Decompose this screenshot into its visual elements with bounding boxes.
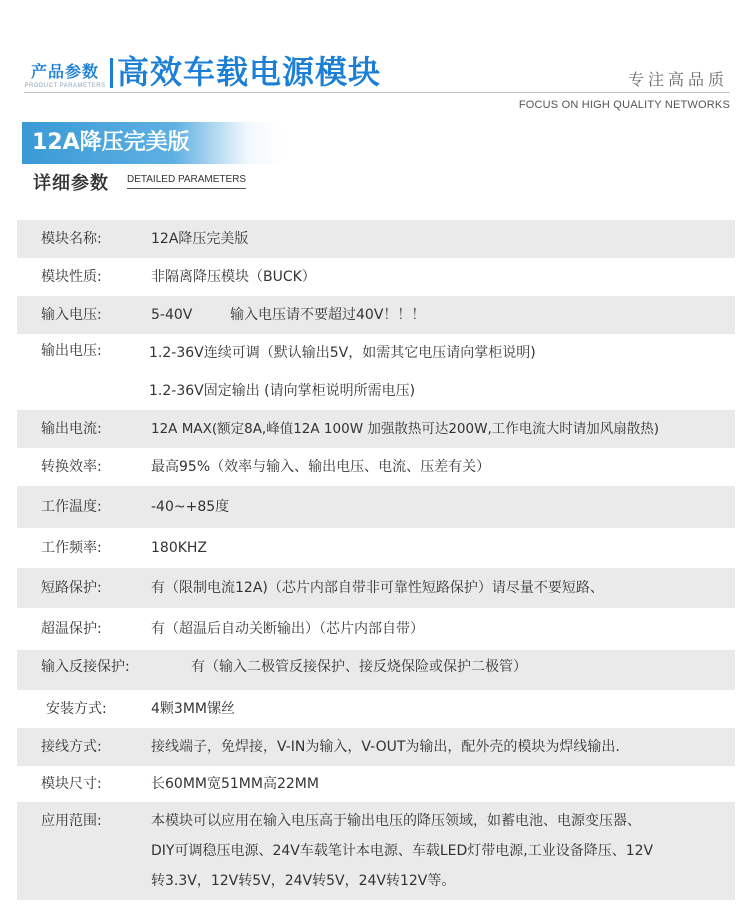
param-row: [17, 448, 735, 486]
param-row: [17, 486, 735, 528]
header-tagline: FOCUS ON HIGH QUALITY NETWORKS: [518, 99, 730, 111]
application-line: 本模块可以应用在输入电压高于输出电压的降压领域，如蓄电池、电源变压器、: [151, 813, 641, 829]
param-label: 应用范围:: [41, 813, 102, 829]
param-label: 安装方式:: [46, 701, 107, 717]
param-row: [17, 334, 735, 410]
param-value: 12A降压完美版: [151, 231, 249, 247]
version-badge-text: 12A降压完美版: [32, 130, 190, 155]
param-row: [17, 296, 735, 334]
header-slogan: 专注高品质: [627, 70, 728, 89]
param-value: 非隔离降压模块（BUCK）: [151, 269, 316, 285]
params-table: [17, 220, 735, 900]
param-label: 输入电压:: [41, 307, 102, 323]
param-value: -40~+85度: [151, 499, 230, 515]
param-label: 超温保护:: [41, 621, 102, 637]
param-row: [17, 568, 735, 608]
param-row: [17, 690, 735, 728]
param-value: 5-40V: [151, 307, 193, 323]
param-value: 长60MM宽51MM高22MM: [151, 776, 319, 792]
header-small-title: [24, 62, 106, 90]
param-label: 工作温度:: [41, 499, 102, 515]
param-row: [17, 766, 735, 802]
param-label: 接线方式:: [41, 739, 102, 755]
param-label: 输出电流:: [41, 421, 102, 437]
param-label: 输出电压:: [41, 343, 102, 359]
application-text: [151, 806, 725, 896]
param-value: 12A MAX(额定8A,峰值12A 100W 加强散热可达200W,工作电流大时请加风扇散热): [151, 421, 660, 437]
param-value: 4颗3MM镙丝: [151, 701, 235, 717]
param-row: [17, 220, 735, 258]
param-row: [17, 258, 735, 296]
header-divider-bar: [110, 58, 113, 88]
param-label: 模块名称:: [41, 231, 102, 247]
param-row: [17, 802, 735, 900]
param-value: 1.2-36V连续可调（默认输出5V，如需其它电压请向掌柜说明): [149, 345, 536, 361]
param-label: 模块性质:: [41, 269, 102, 285]
param-label: 输入反接保护:: [41, 659, 130, 675]
param-note: 输入电压请不要超过40V！！！: [230, 307, 426, 323]
application-line: 转3.3V，12V转5V，24V转5V，24V转12V等。: [151, 873, 456, 889]
param-label: 工作频率:: [41, 540, 102, 556]
param-row: [17, 728, 735, 766]
param-value-alt: 1.2-36V固定输出 (请向掌柜说明所需电压): [149, 383, 416, 399]
section-title: 详细参数: [33, 173, 109, 194]
param-value: 180KHZ: [151, 540, 208, 556]
param-value: 有（输入二极管反接保护、接反烧保险或保护二极管）: [191, 659, 527, 675]
param-value: 最高95%（效率与输入、输出电压、电流、压差有关）: [151, 459, 491, 475]
param-value: 有（限制电流12A)（芯片内部自带非可靠性短路保护）请尽量不要短路、: [151, 580, 604, 596]
param-row: [17, 650, 735, 690]
param-label: 短路保护:: [41, 580, 102, 596]
param-label: 模块尺寸:: [41, 776, 102, 792]
page-title: 高效车载电源模块: [117, 53, 382, 91]
header-rule: [24, 92, 730, 93]
param-value: 接线端子，免焊接，V-IN为输入，V-OUT为输出，配外壳的模块为焊线输出.: [151, 739, 620, 755]
param-row: [17, 410, 735, 448]
param-value: 有（超温后自动关断输出）（芯片内部自带）: [151, 621, 424, 637]
product-params-label: 产品参数: [30, 62, 99, 81]
param-label: 转换效率:: [41, 459, 102, 475]
application-line: DIY可调稳压电源、24V车载笔计本电源、车载LED灯带电源,工业设备降压、12V: [151, 843, 654, 859]
product-params-en-label: PRODUCT PARAMETERS: [24, 83, 106, 89]
section-title-en: DETAILED PARAMETERS: [127, 174, 246, 189]
version-badge: [22, 122, 284, 164]
param-row: [17, 608, 735, 650]
param-row: [17, 528, 735, 568]
